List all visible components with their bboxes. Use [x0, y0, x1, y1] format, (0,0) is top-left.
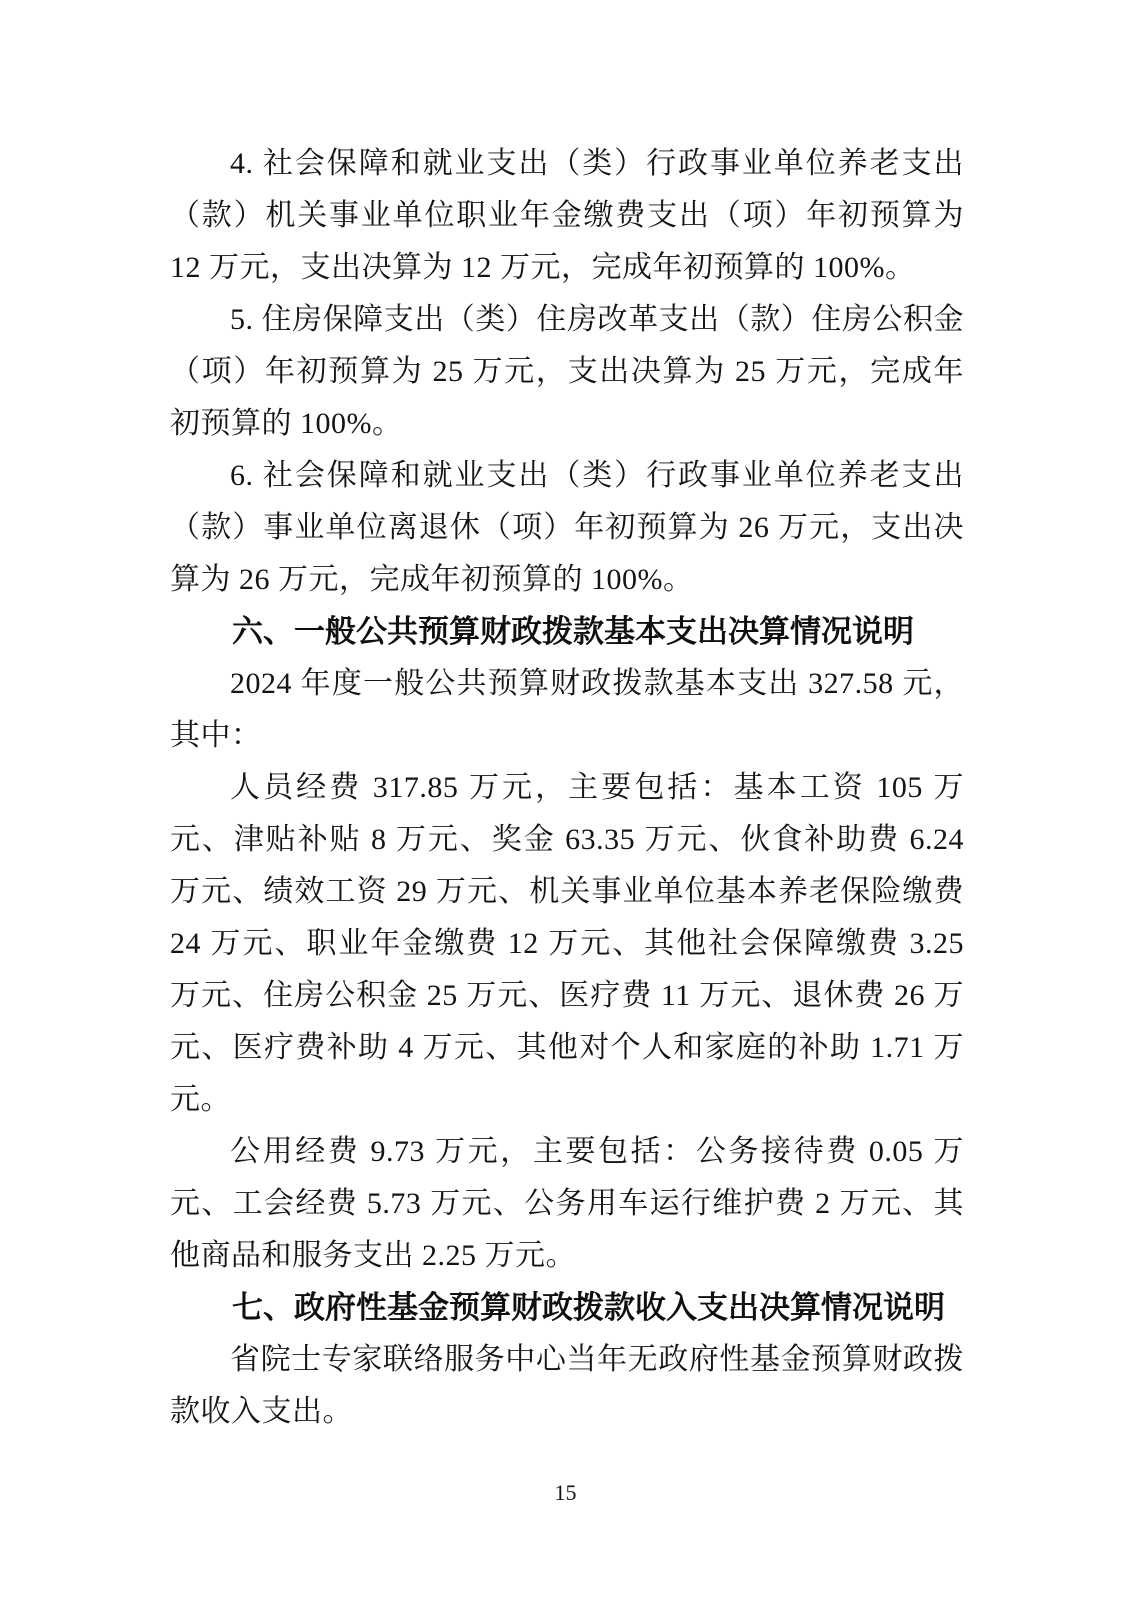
heading-section-seven-gov-fund: 七、政府性基金预算财政拨款收入支出决算情况说明 [232, 1290, 945, 1325]
heading-section-six-basic-expenditure: 六、一般公共预算财政拨款基本支出决算情况说明 [232, 614, 914, 649]
para-gov-fund-statement: 省院士专家联络服务中心当年无政府性基金预算财政拨款收入支出。 [170, 1343, 964, 1428]
para-social-security-item-4: 4. 社会保障和就业支出（类）行政事业单位养老支出（款）机关事业单位职业年金缴费支出（项）年初预算为 12 万元，支出决算为 12 万元，完成年初预算的 100%。 [170, 147, 964, 284]
page-number: 15 [554, 1480, 577, 1505]
para-social-security-item-6: 6. 社会保障和就业支出（类）行政事业单位养老支出（款）事业单位离退休（项）年初预算为 26 万元，支出决算为 26 万元，完成年初预算的 100%。 [170, 459, 964, 596]
para-personnel-funds-detail: 人员经费 317.85 万元，主要包括：基本工资 105 万元、津贴补贴 8 万元、奖金 63.35 万元、伙食补助费 6.24 万元、绩效工资 29 万元、机关事业单位基本养老保险缴费 24 万元、职业年金缴费 12 万元、其他社会保障缴费 3.25 万元、住房公积金 25 万元、医疗费 11 万元、退休费 26 万元、医疗费补助 4 万元、其他对个人和家庭的补助 1.71 万元。 [170, 771, 964, 1116]
para-public-funds-detail: 公用经费 9.73 万元，主要包括：公务接待费 0.05 万元、工会经费 5.73 万元、公务用车运行维护费 2 万元、其他商品和服务支出 2.25 万元。 [170, 1135, 964, 1272]
para-housing-security-item-5: 5. 住房保障支出（类）住房改革支出（款）住房公积金（项）年初预算为 25 万元，支出决算为 25 万元，完成年初预算的 100%。 [170, 303, 964, 440]
para-basic-expenditure-total: 2024 年度一般公共预算财政拨款基本支出 327.58 元，其中： [170, 667, 964, 752]
document-content [170, 138, 964, 1438]
